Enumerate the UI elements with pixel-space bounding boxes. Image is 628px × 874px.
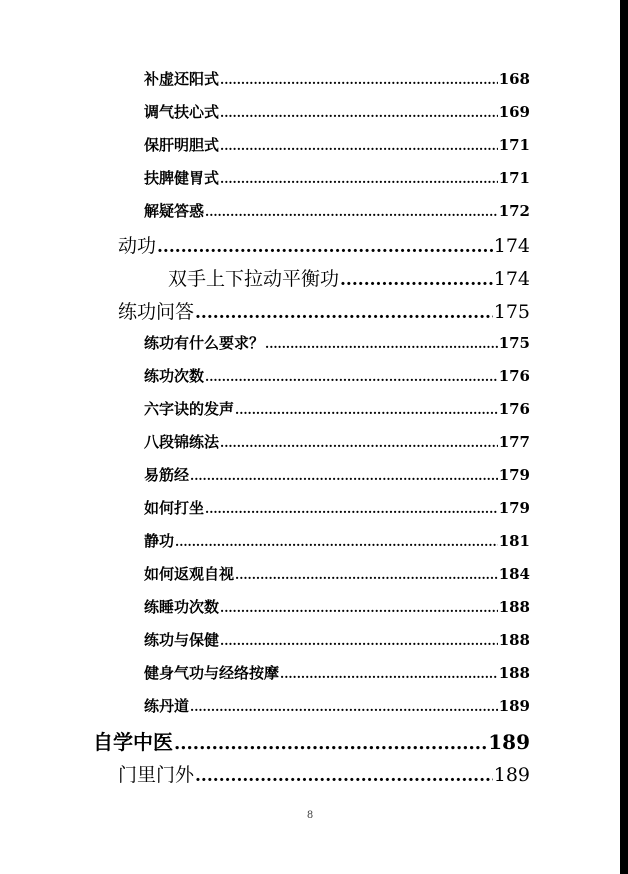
toc-entry-page: 176: [498, 400, 530, 418]
toc-entry-page: 169: [498, 103, 530, 121]
toc-entry-page: 179: [498, 466, 530, 484]
toc-entry-page: 174: [493, 268, 530, 290]
toc-entry-title: 门里门外: [118, 764, 195, 786]
toc-entry[interactable]: [144, 431, 530, 452]
toc-entry[interactable]: [144, 101, 530, 122]
toc-entry-page: 171: [498, 136, 530, 154]
toc-entry[interactable]: [144, 530, 530, 551]
toc-entry[interactable]: [144, 662, 530, 683]
toc-entry-page: 172: [498, 202, 530, 220]
toc-entry-title: 保肝明胆式: [144, 136, 220, 154]
toc-entry[interactable]: [118, 231, 530, 258]
toc-entry-title: 静功: [144, 532, 175, 550]
toc-entry-page: 188: [498, 664, 530, 682]
toc-entry-title: 六字诀的发声: [144, 400, 235, 418]
toc-entry-title: 练功次数: [144, 367, 205, 385]
toc-leader-dots: [195, 303, 493, 323]
toc-entry-title: 调气扶心式: [144, 103, 220, 121]
toc-leader-dots: [220, 106, 498, 120]
toc-entry-page: 174: [493, 235, 530, 257]
toc-entry-page: 189: [488, 730, 530, 754]
toc-entry-page: 181: [498, 532, 530, 550]
toc-entry[interactable]: [118, 760, 530, 787]
toc-entry-title: 八段锦练法: [144, 433, 220, 451]
toc-entry[interactable]: [144, 464, 530, 485]
toc-leader-dots: [205, 370, 498, 384]
toc-entry-page: 188: [498, 631, 530, 649]
toc-leader-dots: [220, 601, 498, 615]
toc-entry[interactable]: [144, 134, 530, 155]
toc-entry-page: 189: [498, 697, 530, 715]
page-number: 8: [306, 810, 314, 821]
toc-leader-dots: [220, 73, 498, 87]
toc-entry-title: 补虚还阳式: [144, 70, 220, 88]
toc-entry-title: 健身气功与经络按摩: [144, 664, 280, 682]
toc-entry[interactable]: [144, 563, 530, 584]
toc-leader-dots: [235, 568, 498, 582]
toc-leader-dots: [157, 237, 493, 257]
toc-entry-title: 扶脾健胃式: [144, 169, 220, 187]
toc-entry[interactable]: [144, 68, 530, 89]
toc-entry-title: 练丹道: [144, 697, 190, 715]
toc-entry-title: 双手上下拉动平衡功: [168, 268, 340, 290]
toc-entry[interactable]: [144, 596, 530, 617]
toc-leader-dots: [220, 436, 498, 450]
toc-leader-dots: [205, 205, 498, 219]
toc-entry[interactable]: [93, 726, 530, 755]
toc-leader-dots: [280, 667, 498, 681]
toc-entry-title: 练功与保健: [144, 631, 220, 649]
toc-entry-title: 练睡功次数: [144, 598, 220, 616]
toc-entry-title: 如何打坐: [144, 499, 205, 517]
toc-entry-page: 175: [498, 334, 530, 352]
toc-entry[interactable]: [144, 200, 530, 221]
toc-leader-dots: [340, 270, 493, 290]
toc-entry[interactable]: [144, 332, 530, 353]
toc-entry-page: 179: [498, 499, 530, 517]
toc-entry[interactable]: [144, 365, 530, 386]
toc-entry[interactable]: [144, 167, 530, 188]
toc-entry-page: 175: [493, 301, 530, 323]
toc-leader-dots: [175, 535, 498, 549]
toc-leader-dots: [220, 172, 498, 186]
toc-entry[interactable]: [144, 629, 530, 650]
toc-leader-dots: [205, 502, 498, 516]
toc-entry-page: 177: [498, 433, 530, 451]
toc-entry-page: 176: [498, 367, 530, 385]
toc-leader-dots: [174, 733, 487, 754]
toc-leader-dots: [190, 469, 498, 483]
toc-entry-title: 易筋经: [144, 466, 190, 484]
toc-leader-dots: [195, 766, 493, 786]
toc-leader-dots: [190, 700, 498, 714]
toc-leader-dots: [265, 337, 498, 351]
toc-entry[interactable]: [144, 497, 530, 518]
toc-entry-title: 练功问答: [118, 301, 195, 323]
toc-entry-title: 动功: [118, 235, 157, 257]
toc-entry[interactable]: [168, 264, 530, 291]
toc-entry-title: 自学中医: [93, 730, 173, 754]
toc-leader-dots: [235, 403, 498, 417]
toc-entry-title: 练功有什么要求？: [144, 334, 265, 352]
toc-entry-page: 188: [498, 598, 530, 616]
toc-leader-dots: [220, 634, 498, 648]
toc-entry-page: 168: [498, 70, 530, 88]
toc-entry[interactable]: [118, 297, 530, 324]
toc-leader-dots: [220, 139, 498, 153]
toc-entry-page: 189: [493, 764, 530, 786]
toc-entry-title: 如何返观自视: [144, 565, 235, 583]
toc-entry[interactable]: [144, 695, 530, 716]
toc-entry-title: 解疑答惑: [144, 202, 205, 220]
toc-entry-page: 171: [498, 169, 530, 187]
toc-entry-page: 184: [498, 565, 530, 583]
toc-entry[interactable]: [144, 398, 530, 419]
